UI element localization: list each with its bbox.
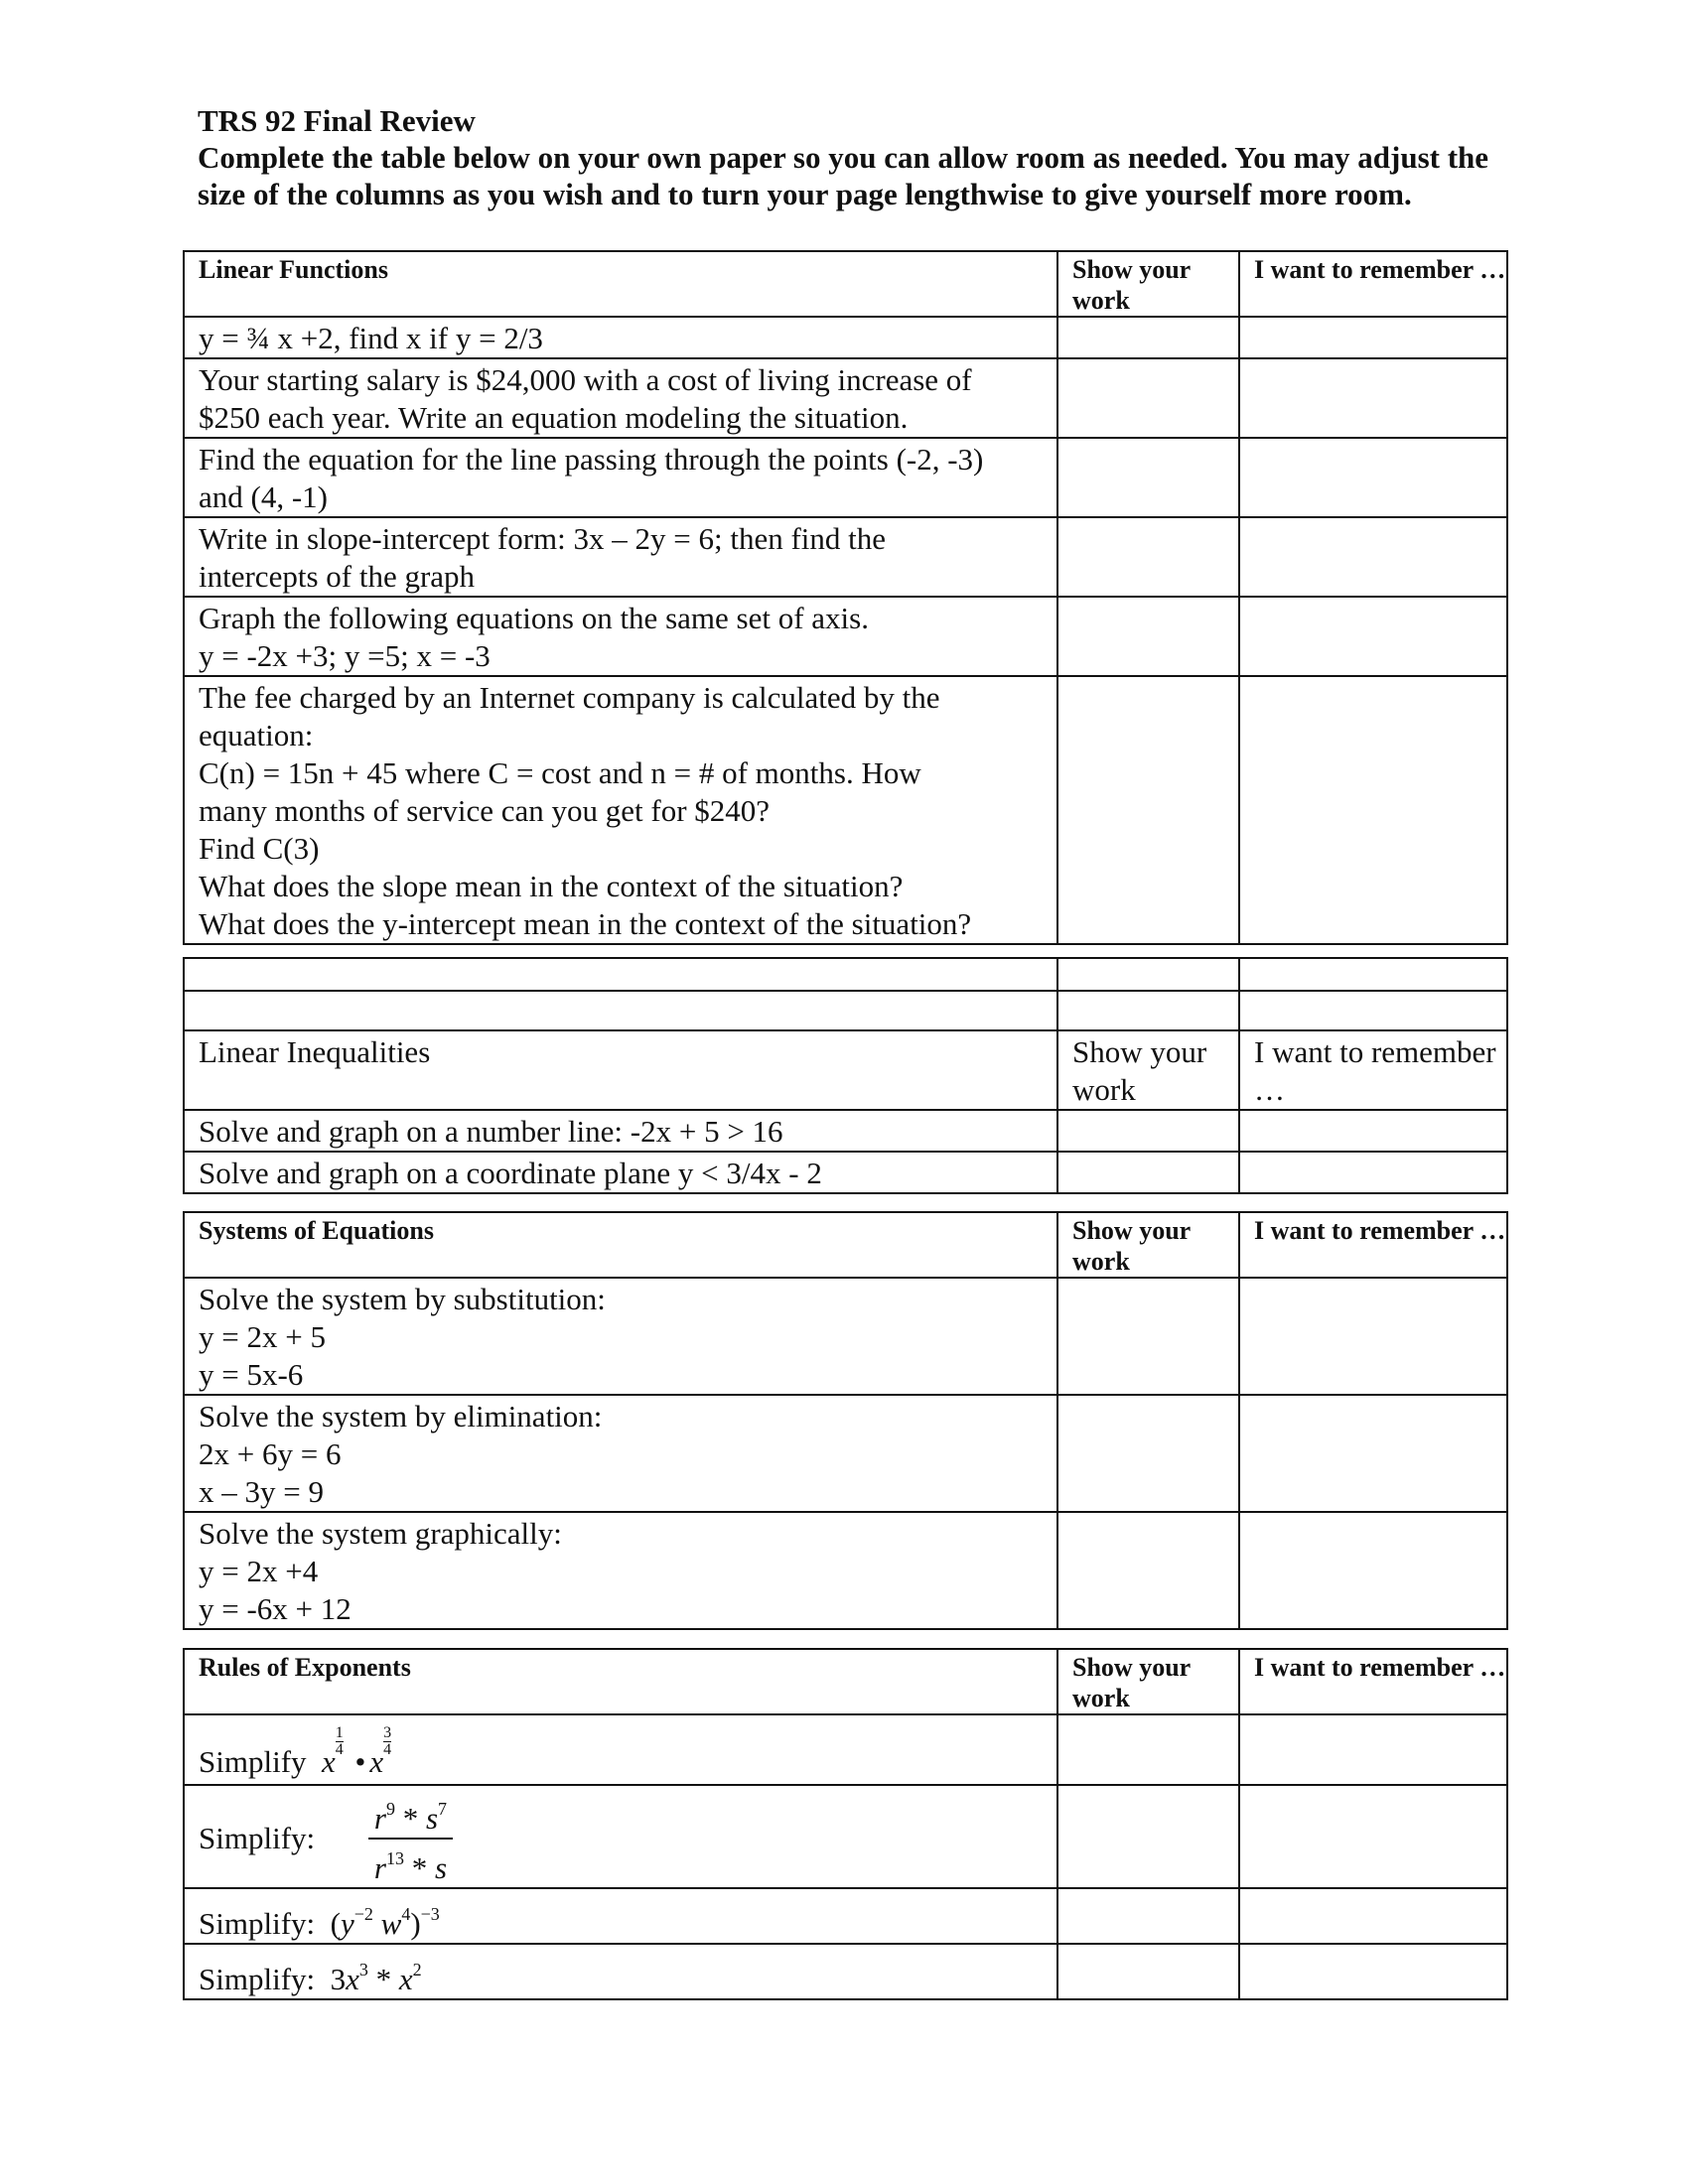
work-cell[interactable] <box>1057 597 1239 676</box>
work-cell[interactable] <box>1057 358 1239 438</box>
page-title: TRS 92 Final Review <box>198 103 476 138</box>
problem-cell: Write in slope-intercept form: 3x – 2y = 6; then find the intercepts of the graph <box>184 517 1057 597</box>
problem-cell: Simplify: $\frac{r^9 * s^7}{r^{13} * s}$ <box>184 1785 1057 1888</box>
section-heading: Linear Functions <box>184 251 1057 317</box>
remember-cell[interactable] <box>1239 1714 1507 1785</box>
work-cell[interactable] <box>1057 1395 1239 1512</box>
work-cell[interactable] <box>1057 1278 1239 1395</box>
remember-cell[interactable] <box>1239 1110 1507 1152</box>
blank-cell[interactable] <box>184 958 1057 991</box>
remember-cell[interactable] <box>1239 676 1507 944</box>
blank-cell[interactable] <box>1057 958 1239 991</box>
show-work-header: Show your work <box>1057 1030 1239 1110</box>
blank-cell[interactable] <box>184 991 1057 1030</box>
work-cell[interactable] <box>1057 1785 1239 1888</box>
remember-cell[interactable] <box>1239 438 1507 517</box>
problem-cell: Simplify: $3x^3 * x^2$ <box>184 1944 1057 1999</box>
work-cell[interactable] <box>1057 1944 1239 1999</box>
problem-cell: Solve the system by elimination: 2x + 6y = 6 x – 3y = 9 <box>184 1395 1057 1512</box>
remember-cell[interactable] <box>1239 517 1507 597</box>
math-expression: x $\frac{1}{4}$ • x $\frac{3}{4}$ <box>322 1724 392 1779</box>
page-header <box>198 102 1518 212</box>
work-cell[interactable] <box>1057 517 1239 597</box>
exponents-table <box>183 1648 1508 2000</box>
problem-cell: The fee charged by an Internet company is calculated by the equation: C(n) = 15n + 45 where C = cost and n = # of months. How many months of service can you get for $240? Find C(3) What does the slope mean in the context of the situation? What does the y-intercept mean in the context of the situation? <box>184 676 1057 944</box>
section-heading: Rules of Exponents <box>184 1649 1057 1714</box>
problem-cell: Solve and graph on a number line: -2x + 5 > 16 <box>184 1110 1057 1152</box>
problem-cell: Find the equation for the line passing through the points (-2, -3) and (4, -1) <box>184 438 1057 517</box>
problem-cell: Solve and graph on a coordinate plane y < 3/4x - 2 <box>184 1152 1057 1193</box>
show-work-header: Show your work <box>1057 1649 1239 1714</box>
remember-header: I want to remember … <box>1239 1030 1507 1110</box>
systems-table <box>183 1211 1508 1630</box>
problem-cell: y = ¾ x +2, find x if y = 2/3 <box>184 317 1057 358</box>
remember-cell[interactable] <box>1239 317 1507 358</box>
blank-cell[interactable] <box>1239 958 1507 991</box>
remember-cell[interactable] <box>1239 1785 1507 1888</box>
section-heading: Linear Inequalities <box>184 1030 1057 1110</box>
remember-cell[interactable] <box>1239 1152 1507 1193</box>
problem-cell: Simplify x $\frac{1}{4}$ • x $\frac{3}{4}$ <box>184 1714 1057 1785</box>
remember-header: I want to remember … <box>1239 251 1507 317</box>
remember-cell[interactable] <box>1239 1395 1507 1512</box>
work-cell[interactable] <box>1057 1714 1239 1785</box>
linear-functions-table <box>183 250 1508 945</box>
blank-cell[interactable] <box>1239 991 1507 1030</box>
problem-cell: Solve the system graphically: y = 2x +4 y = -6x + 12 <box>184 1512 1057 1629</box>
fraction-expression: $\frac{r^9 * s^7}{r^{13} * s}$ <box>368 1790 453 1887</box>
work-cell[interactable] <box>1057 1110 1239 1152</box>
problem-cell: Your starting salary is $24,000 with a cost of living increase of $250 each year. Write an equation modeling the situation. <box>184 358 1057 438</box>
work-cell[interactable] <box>1057 1888 1239 1944</box>
remember-header: I want to remember … <box>1239 1212 1507 1278</box>
instructions: Complete the table below on your own paper so you can allow room as needed. You may adjust the size of the columns as you wish and to turn your page lengthwise to give yourself more room. <box>198 140 1489 211</box>
blank-cell[interactable] <box>1057 991 1239 1030</box>
remember-cell[interactable] <box>1239 1888 1507 1944</box>
remember-cell[interactable] <box>1239 358 1507 438</box>
problem-cell: Solve the system by substitution: y = 2x + 5 y = 5x-6 <box>184 1278 1057 1395</box>
remember-cell[interactable] <box>1239 1512 1507 1629</box>
remember-header: I want to remember … <box>1239 1649 1507 1714</box>
work-cell[interactable] <box>1057 438 1239 517</box>
problem-cell: Simplify: ($y^{-2}$ $w^4)^{-3}$ <box>184 1888 1057 1944</box>
remember-cell[interactable] <box>1239 1944 1507 1999</box>
work-cell[interactable] <box>1057 676 1239 944</box>
work-cell[interactable] <box>1057 1152 1239 1193</box>
problem-cell: Graph the following equations on the same set of axis. y = -2x +3; y =5; x = -3 <box>184 597 1057 676</box>
section-heading: Systems of Equations <box>184 1212 1057 1278</box>
linear-inequalities-table <box>183 957 1508 1194</box>
remember-cell[interactable] <box>1239 1278 1507 1395</box>
show-work-header: Show your work <box>1057 1212 1239 1278</box>
show-work-header: Show your work <box>1057 251 1239 317</box>
remember-cell[interactable] <box>1239 597 1507 676</box>
work-cell[interactable] <box>1057 1512 1239 1629</box>
work-cell[interactable] <box>1057 317 1239 358</box>
